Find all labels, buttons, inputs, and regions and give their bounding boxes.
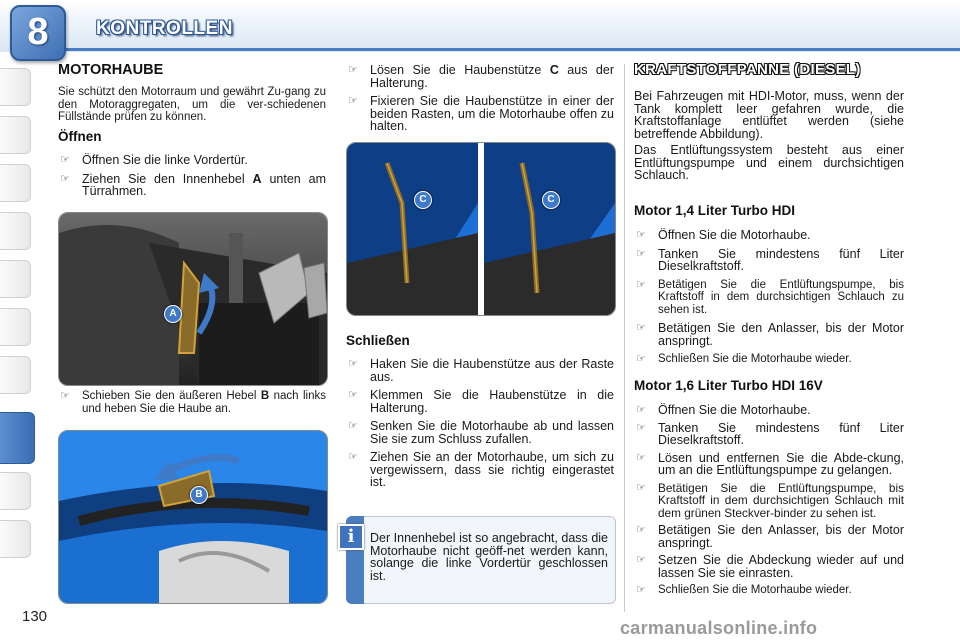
callout-c-right: C bbox=[542, 191, 560, 209]
header-line bbox=[58, 48, 960, 51]
watermark: carmanualsonline.info bbox=[620, 618, 818, 638]
list-item bbox=[634, 404, 904, 417]
prop-steps-list bbox=[346, 64, 614, 139]
chapter-title: KONTROLLEN bbox=[96, 18, 233, 39]
pointing-hand-icon: ☞ bbox=[348, 358, 358, 370]
side-tab[interactable] bbox=[0, 308, 31, 346]
figure-exterior-lever bbox=[58, 430, 328, 604]
step-text: Betätigen Sie den Anlasser, bis der Motor anspringt. bbox=[658, 523, 904, 550]
list-item bbox=[58, 390, 326, 415]
step-text-tail: nach links und heben Sie die Haube an. bbox=[82, 390, 326, 415]
pointing-hand-icon: ☞ bbox=[348, 451, 358, 463]
list-item bbox=[346, 420, 614, 445]
motor-14-steps bbox=[634, 229, 904, 372]
pointing-hand-icon: ☞ bbox=[60, 172, 70, 185]
list-item bbox=[58, 173, 326, 198]
step-text-tail: unten am Türrahmen. bbox=[82, 171, 326, 198]
step-text: Betätigen Sie die Entlüftungspumpe, bis Kraftstoff in dem durchsichtigen Schlauch mit dem grünen Steckver-binder zu sehen ist. bbox=[658, 480, 904, 520]
step-text: Schieben Sie den äußeren Hebel bbox=[82, 390, 261, 402]
step-text: Setzen Sie die Abdeckung wieder auf und lassen Sie sie einrasten. bbox=[658, 553, 904, 580]
pointing-hand-icon: ☞ bbox=[636, 481, 646, 494]
heading-schliessen: Schließen bbox=[346, 333, 410, 348]
step-text: Fixieren Sie die Haubenstütze in einer der beiden Rasten, um die Motorhaube offen zu halten. bbox=[370, 94, 614, 133]
pointing-hand-icon: ☞ bbox=[636, 584, 646, 596]
step-list-lever-b bbox=[58, 390, 326, 421]
pointing-hand-icon: ☞ bbox=[348, 420, 358, 432]
list-item bbox=[634, 322, 904, 347]
pointing-hand-icon: ☞ bbox=[636, 247, 646, 260]
info-text: Der Innenhebel ist so angebracht, dass die Motorhaube nicht geöff-net werden kann, solange die linke Vordertür geschlossen ist. bbox=[370, 531, 608, 583]
callout-a: A bbox=[164, 305, 182, 323]
side-tab[interactable] bbox=[0, 212, 31, 250]
side-tab[interactable] bbox=[0, 260, 31, 298]
list-item bbox=[634, 584, 904, 597]
list-item bbox=[346, 64, 614, 89]
step-text: Betätigen Sie den Anlasser, bis der Motor anspringt. bbox=[658, 321, 904, 348]
diesel-paragraph-1: Bei Fahrzeugen mit HDI-Motor, muss, wenn der Tank komplett leer gefahren wurde, die Kraftstoffanlage entlüftet werden (siehe betreffende Abbildung). bbox=[634, 89, 904, 141]
close-steps-list bbox=[346, 358, 614, 495]
step-text: Ziehen Sie den Innenhebel bbox=[82, 171, 253, 186]
diesel-paragraph-2: Das Entlüftungssystem besteht aus einer Entlüftungspumpe und einem durchsichtigen Schlauch. bbox=[634, 143, 904, 182]
side-tab[interactable] bbox=[0, 520, 31, 558]
figure-interior-lever bbox=[58, 212, 328, 386]
pointing-hand-icon: ☞ bbox=[60, 390, 70, 402]
list-item bbox=[58, 154, 326, 167]
heading-motor-14: Motor 1,4 Liter Turbo HDI bbox=[634, 203, 795, 218]
side-tab[interactable] bbox=[0, 472, 31, 510]
step-text: Betätigen Sie die Entlüftungspumpe, bis Kraftstoff in dem durchsichtigen Schlauch zu sehen ist. bbox=[658, 278, 904, 316]
intro-paragraph: Sie schützt den Motorraum und gewährt Zu-gang zu den Motoraggregaten, um die ver-schiedenen Füllstände prüfen zu können. bbox=[58, 86, 326, 123]
pointing-hand-icon: ☞ bbox=[636, 322, 646, 334]
list-item bbox=[346, 95, 614, 133]
figure-hood-prop bbox=[346, 142, 616, 316]
side-tab[interactable] bbox=[0, 356, 31, 394]
list-item bbox=[634, 422, 904, 447]
list-item bbox=[634, 554, 904, 579]
pointing-hand-icon: ☞ bbox=[636, 229, 646, 241]
section-title-motorhaube: MOTORHAUBE bbox=[58, 62, 164, 78]
step-text: Schließen Sie die Motorhaube wieder. bbox=[658, 584, 852, 596]
column-divider bbox=[624, 64, 625, 612]
pointing-hand-icon: ☞ bbox=[636, 353, 646, 365]
list-item bbox=[346, 358, 614, 383]
step-text: Haken Sie die Haubenstütze aus der Raste aus. bbox=[370, 357, 614, 384]
step-text: Klemmen Sie die Haubenstütze in die Halterung. bbox=[370, 388, 614, 415]
list-item bbox=[634, 353, 904, 366]
lever-ref-a: A bbox=[252, 171, 262, 186]
list-item bbox=[634, 452, 904, 477]
step-text-tail: aus der Halterung. bbox=[370, 63, 614, 90]
pointing-hand-icon: ☞ bbox=[636, 278, 646, 291]
step-text: Schließen Sie die Motorhaube wieder. bbox=[658, 353, 852, 365]
list-item bbox=[634, 229, 904, 242]
heading-motor-16: Motor 1,6 Liter Turbo HDI 16V bbox=[634, 378, 823, 393]
callout-b: B bbox=[190, 486, 208, 504]
pointing-hand-icon: ☞ bbox=[636, 524, 646, 536]
step-text: Öffnen Sie die Motorhaube. bbox=[658, 403, 811, 417]
side-tab-active[interactable] bbox=[0, 412, 35, 464]
motor-16-steps bbox=[634, 404, 904, 603]
section-title-kraftstoffpanne: KRAFTSTOFFPANNE (DIESEL) bbox=[634, 61, 861, 78]
list-item bbox=[634, 482, 904, 520]
list-item bbox=[346, 451, 614, 489]
pointing-hand-icon: ☞ bbox=[348, 95, 358, 107]
chapter-side-tabs bbox=[0, 60, 38, 580]
lever-ref-b: B bbox=[260, 390, 270, 402]
pointing-hand-icon: ☞ bbox=[636, 421, 646, 434]
step-text: Öffnen Sie die linke Vordertür. bbox=[82, 153, 248, 167]
pointing-hand-icon: ☞ bbox=[60, 154, 70, 166]
side-tab[interactable] bbox=[0, 68, 31, 106]
step-text: Lösen und entfernen Sie die Abde-ckung, um an die Entlüftungspumpe zu gelangen. bbox=[658, 450, 904, 477]
list-item bbox=[346, 389, 614, 414]
step-text: Tanken Sie mindestens fünf Liter Dieselkraftstoff. bbox=[658, 246, 904, 273]
list-item bbox=[634, 279, 904, 317]
prop-ref-c: C bbox=[549, 63, 559, 77]
heading-oeffnen: Öffnen bbox=[58, 129, 102, 144]
side-tab[interactable] bbox=[0, 116, 31, 154]
chapter-tab bbox=[10, 5, 66, 61]
pointing-hand-icon: ☞ bbox=[636, 554, 646, 566]
pointing-hand-icon: ☞ bbox=[348, 64, 358, 76]
page-number: 130 bbox=[22, 608, 48, 625]
pointing-hand-icon: ☞ bbox=[636, 451, 646, 464]
step-text: Senken Sie die Motorhaube ab und lassen Sie sie zum Schluss zufallen. bbox=[370, 419, 614, 446]
step-text: Tanken Sie mindestens fünf Liter Dieselkraftstoff. bbox=[658, 420, 904, 447]
chapter-number: 8 bbox=[27, 11, 49, 53]
pointing-hand-icon: ☞ bbox=[636, 404, 646, 416]
pointing-hand-icon: ☞ bbox=[348, 389, 358, 401]
info-icon: i bbox=[338, 524, 364, 550]
step-text: Lösen Sie die Haubenstütze bbox=[370, 63, 550, 77]
step-text: Öffnen Sie die Motorhaube. bbox=[658, 228, 811, 242]
open-steps-list bbox=[58, 154, 326, 204]
step-text: Ziehen Sie an der Motorhaube, um sich zu vergewissern, dass sie richtig eingerastet ist. bbox=[370, 450, 614, 489]
side-tab[interactable] bbox=[0, 164, 31, 202]
list-item bbox=[634, 524, 904, 549]
callout-c-left: C bbox=[414, 191, 432, 209]
list-item bbox=[634, 248, 904, 273]
